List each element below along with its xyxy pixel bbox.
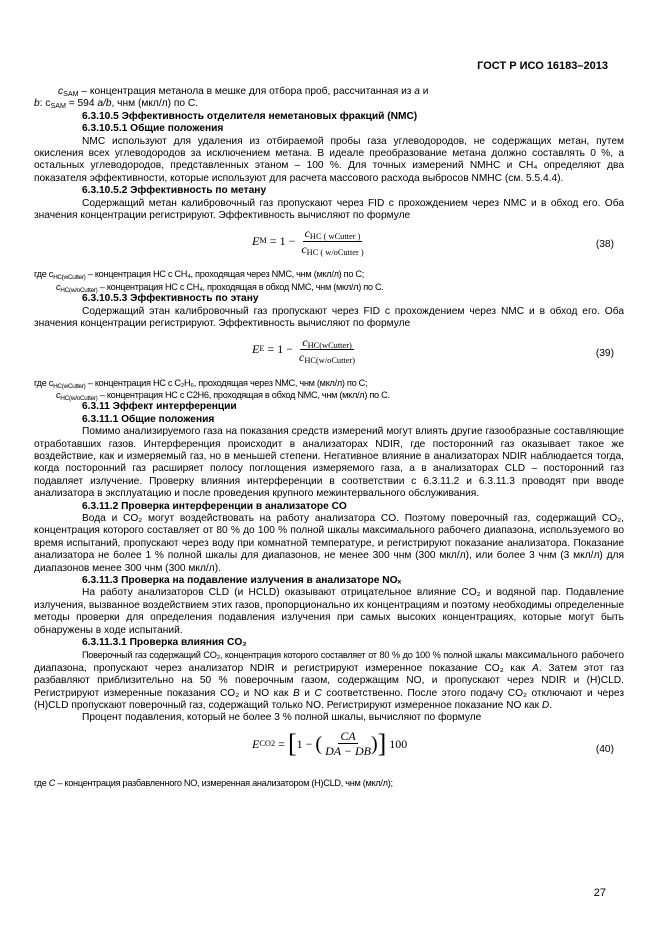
paragraph: Помимо анализируемого газа на показания средств измерений могут влиять другие газообразные составляющие отработавших газов. Интерференция происходит в анализаторах NDIR, где посторонний газ оказывает такое же воздействие, как и измеряемый газ, но в меньшей степени. Негативное влияние в анализаторах NDIR наблюдается тогда, когда посторонний газ расширяет полосу поглощения измеряемого газа, а в анализаторах CLD – посторонний газ подавляет излучение. Проверку влияния интерференции в соответствии с 6.3.11.2 и 6.3.11.3 проводят при вводе анализатора в эксплуатацию и после проведения крупного межинтервального обслуживания.	[34, 426, 624, 500]
paragraph: Содержащий метан калибровочный газ пропускают через FID с прохождением через NMC и в обход его. Оба значения концентрации регистрируют. Эффективность вычисляют по формуле	[34, 197, 624, 222]
paragraph: Поверочный газ содержащий CO₂, концентрация которого составляет от 80 % до 100 % полной шкалы максимального рабочего диапазона, пропускают через анализатор NDIR и регистрируют измеренное показание CO₂ как A. Затем этот газ разбавляют приблизительно на 50 % поверочным газом, содержащим NO, и пропускают через NDIR и (H)CLD. Регистрируют измеренные показания CO₂ и NO как B и C соответственно. После этого подачу CO₂ отключают и через (H)CLD пропускают поверочный газ, содержащий только NO. Регистрируют измеренное показание NO как D.	[34, 650, 624, 712]
paragraph: Вода и CO₂ могут воздействовать на работу анализатора CO. Поэтому поверочный газ, содержащий CO₂, концентрация которого составляет от 80 % до 100 % полной шкалы максимального рабочего диапазона, используемого во время испытаний, пропускают через воду при комнатной температуре, и регистрируют показание анализатора. Показание анализатора не более 1 % полной шкалы для диапазонов, не менее 300 чнм (300 мкл/л), или более 3 чнм (3 мкл/л) для диапазонов менее 300 чнм (300 мкл/л).	[34, 512, 624, 574]
section-heading: 6.3.11 Эффект интерференции	[82, 401, 237, 413]
definition-csam: $c_{SAM}$ – концентрация метанола в мешке для отбора проб, рассчитанная из a и	[58, 86, 429, 98]
formula-39: E E = 1 − $\frac{c_{HC(wCutter)}}{c_{HC(w/oCutter)}}$ (39)	[252, 334, 614, 365]
formula-40: E CO2 = [ 1 − ( $\frac{CA}{DA - DB}$ ) ] 100 (40)	[252, 728, 614, 759]
paragraph: Процент подавления, который не более 3 % полной шкалы, вычисляют по формуле	[82, 712, 482, 724]
where-line: $c_{HC(w/oCutter)}$ – концентрация HC с C2H6, проходящая в обход NMC, чнм (мкл/л) по C.	[56, 389, 390, 402]
section-heading: 6.3.10.5.1 Общие положения	[82, 123, 224, 135]
section-heading: 6.3.10.5.3 Эффективность по этану	[82, 293, 259, 305]
document-page	[34, 0, 624, 935]
where-line: где C – концентрация разбавленного NO, измеренная анализатором (H)CLD, чнм (мкл/л);	[34, 777, 393, 788]
paragraph: На работу анализаторов CLD (и HCLD) оказывают отрицательное влияние CO₂ и водяной пар. Подавление излучения, вызванное воздействием этих газов, пропорционально их концентрациям и поэтому необходимы определенные методы проверки для определения подавления излучения при самых высоких концентрациях, которые могут быть обнаружены в ходе испытаний.	[34, 587, 624, 636]
section-heading: 6.3.11.1 Общие положения	[82, 413, 215, 425]
section-heading: 6.3.10.5 Эффективность отделителя неметановых фракций (NMC)	[82, 110, 418, 122]
document-body	[34, 86, 624, 789]
document-header: ГОСТ Р ИСО 16183–2013	[477, 60, 608, 72]
paragraph: NMC используют для удаления из отбираемой пробы газа углеводородов, не содержащих метан, путем окисления всех углеводородов за исключением метана. В идеале преобразование метана должно составлять 0 %, а остальных углеводородов, представленных этаном – 100 %. Для точных измерений NMHC и CH₄ определяют два показателя эффективности, которые используют для расчета массового расхода выбросов NMHC (см. 5.5.4.4).	[34, 135, 624, 184]
formula-number: (40)	[595, 743, 614, 755]
section-heading: 6.3.11.3 Проверка на подавление излучения в анализаторе NOₓ	[82, 575, 402, 586]
where-line: где $c_{HC(wCutter)}$ – концентрация HC с CH₄, проходящая через NMC, чнм (мкл/л) по C;	[34, 269, 365, 282]
section-heading: 6.3.11.3.1 Проверка влияния CO₂	[82, 637, 247, 649]
formula-number: (39)	[595, 347, 614, 359]
section-heading: 6.3.10.5.2 Эффективность по метану	[82, 185, 267, 197]
where-line: где $c_{HC(wCutter)}$ – концентрация HC с C₂H₆, проходящая через NMC, чнм (мкл/л) по C;	[34, 377, 368, 390]
formula-number: (38)	[595, 239, 614, 251]
formula-38: E M = 1 − $\frac{c_{HC ( wCutter )}}{c_{HC ( w/oCutter )}}$ (38)	[252, 226, 614, 257]
paragraph: Содержащий этан калибровочный газ пропускают через FID с прохождением через NMC и в обход его. Оба значения концентрации регистрируют. Эффективность вычисляют по формуле	[34, 305, 624, 330]
definition-csam-b: b: $c_{SAM} = 594$ a/b, чнм (мкл/л) по C.	[34, 98, 199, 111]
page-number: 27	[593, 887, 606, 899]
section-heading: 6.3.11.2 Проверка интерференции в анализаторе CO	[82, 500, 347, 512]
where-line: $c_{HC(w/oCutter)}$ – концентрация HC с CH₄, проходящая в обход NMC, чнм (мкл/л) по C.	[56, 281, 384, 294]
